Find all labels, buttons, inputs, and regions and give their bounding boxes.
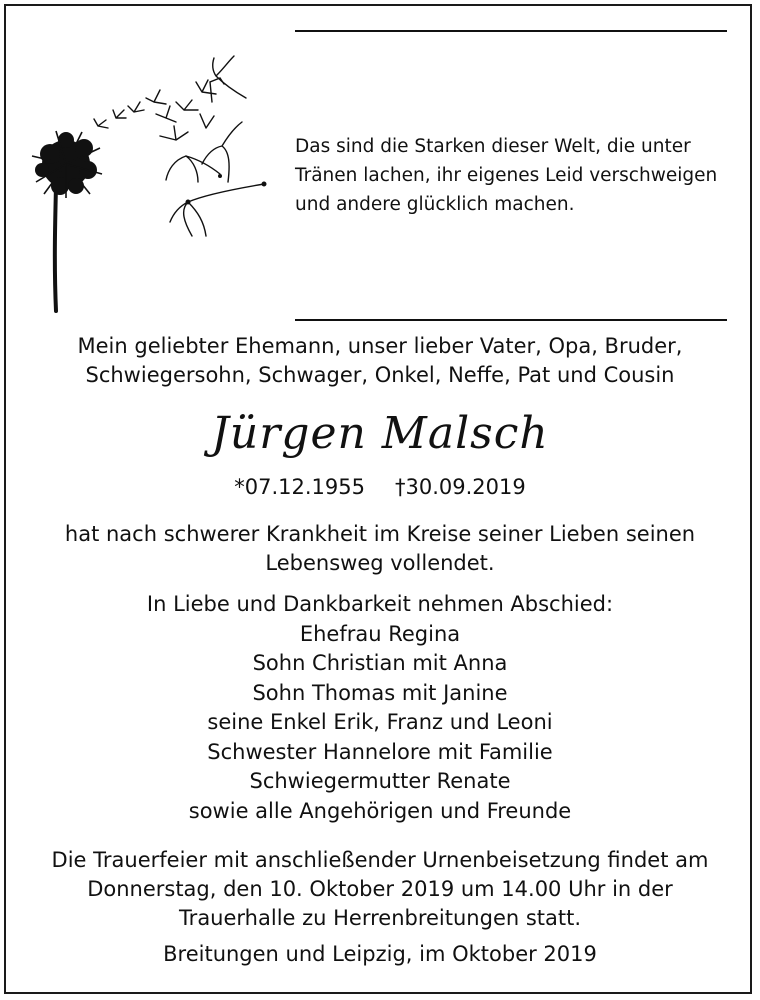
- ceremony-line: Die Trauerfeier mit anschließender Urnenbeisetzung findet am: [51, 848, 709, 872]
- birth-date: *07.12.1955: [234, 475, 365, 499]
- farewell-heading: In Liebe und Dankbarkeit nehmen Abschied:: [146, 592, 614, 616]
- mourner: Schwester Hannelore mit Familie: [207, 739, 553, 764]
- quote-line: Tränen lachen, ihr eigenes Leid verschweigen: [295, 165, 718, 186]
- quote-line: und andere glücklich machen.: [295, 194, 575, 215]
- dandelion-illustration: [26, 36, 276, 314]
- intro-line: Schwiegersohn, Schwager, Onkel, Neffe, Pat und Cousin: [85, 363, 675, 387]
- memorial-quote: [295, 132, 735, 219]
- mourner: Sohn Christian mit Anna: [252, 651, 508, 675]
- intro-line: Mein geliebter Ehemann, unser lieber Vater, Opa, Bruder,: [77, 334, 683, 358]
- mourner: Schwiegermutter Renate: [249, 769, 511, 793]
- quote-line: Das sind die Starken dieser Welt, die unter: [295, 136, 691, 157]
- passing-line: Lebensweg vollendet.: [265, 551, 495, 575]
- passing-text: [10, 520, 750, 578]
- mourner: sowie alle Angehörigen und Freunde: [188, 798, 572, 823]
- intro-text: [10, 332, 750, 390]
- life-dates: [10, 472, 750, 502]
- mourner: Sohn Thomas mit Janine: [252, 680, 508, 705]
- ceremony-info: [10, 846, 750, 933]
- mourner: seine Enkel Erik, Franz und Leoni: [207, 710, 553, 734]
- bottom-divider: [295, 319, 727, 321]
- ceremony-line: Donnerstag, den 10. Oktober 2019 um 14.00 Uhr in der: [87, 877, 673, 901]
- death-date: †30.09.2019: [395, 475, 526, 499]
- deceased-name: Jürgen Malsch: [211, 408, 549, 459]
- top-divider: [295, 30, 727, 32]
- mourners-list: [10, 590, 750, 826]
- ceremony-line: Trauerhalle zu Herrenbreitungen statt.: [178, 906, 582, 930]
- mourner: Ehefrau Regina: [299, 621, 461, 646]
- passing-line: hat nach schwerer Krankheit im Kreise seiner Lieben seinen: [64, 522, 696, 546]
- place-and-date: Breitungen und Leipzig, im Oktober 2019: [163, 942, 597, 966]
